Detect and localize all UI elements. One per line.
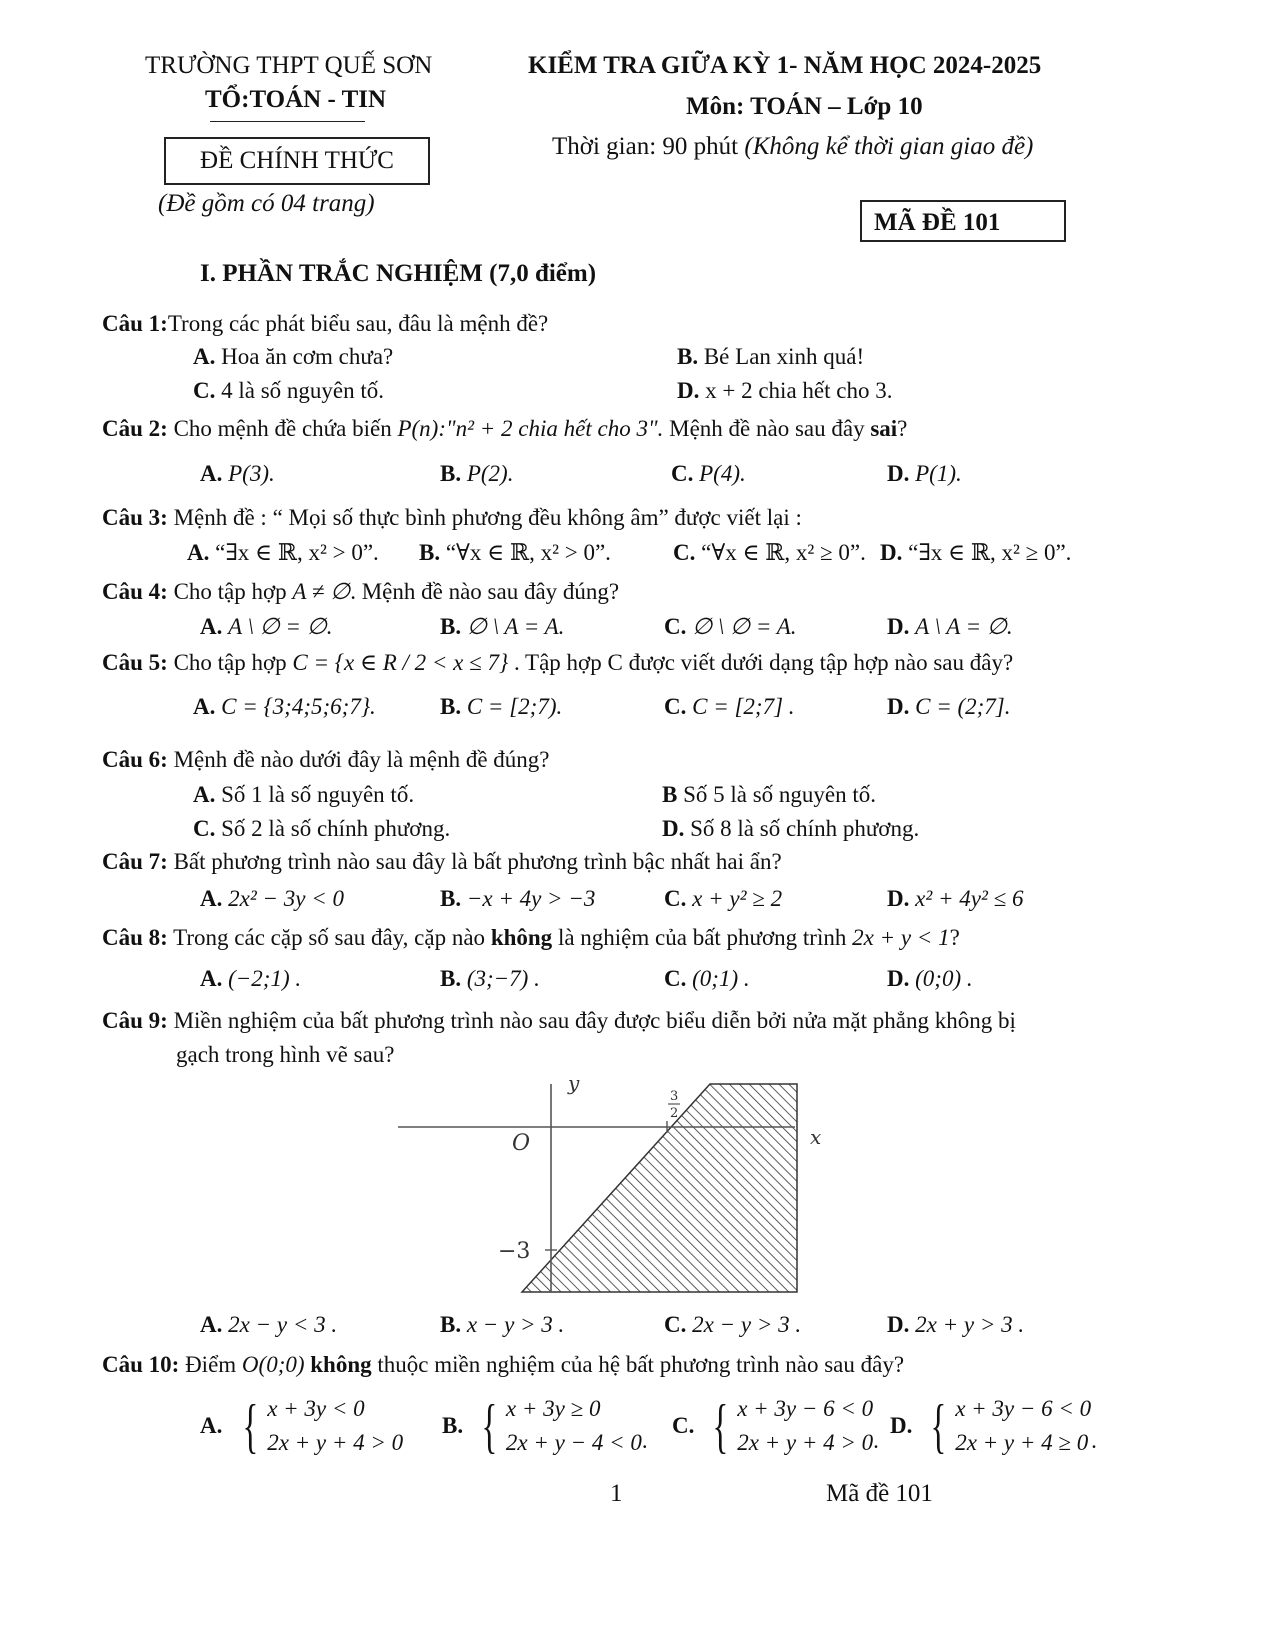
option-letter-a: A.	[187, 540, 210, 565]
q4-label: Câu 4:	[102, 579, 168, 604]
q7-a-text: 2x² − 3y < 0	[228, 886, 344, 911]
q3-b-text: “∀x ∈ ℝ, x² > 0”.	[445, 540, 611, 565]
q1-c-text: 4 là số nguyên tố.	[221, 378, 385, 403]
q8-option-d	[887, 966, 973, 992]
q3-option-d	[880, 540, 1071, 566]
question-9	[102, 1008, 1016, 1034]
q2-option-d	[887, 461, 962, 487]
q2-option-b	[440, 461, 513, 487]
page-number: 1	[610, 1480, 623, 1507]
q5-label: Câu 5:	[102, 650, 168, 675]
option-letter-c: C.	[664, 966, 687, 991]
q4-b-text: ∅ \ A = A.	[466, 614, 565, 639]
q2-a-text: P(3).	[228, 461, 275, 486]
q10-b-line2: 2x + y − 4 < 0	[505, 1430, 642, 1455]
q1-b-text: Bé Lan xinh quá!	[703, 344, 865, 369]
q9-option-a	[200, 1312, 337, 1338]
q4-option-d	[887, 614, 1013, 640]
q7-d-text: x² + 4y² ≤ 6	[915, 886, 1024, 911]
question-1	[102, 311, 548, 337]
q6-text: Mệnh đề nào dưới đây là mệnh đề đúng?	[173, 747, 550, 772]
q1-label: Câu 1:	[102, 311, 168, 336]
option-letter-a: A.	[193, 344, 216, 369]
q8-option-c	[664, 966, 750, 992]
q2-text-a: Cho mệnh đề chứa biến	[173, 416, 398, 441]
q3-d-text: “∃x ∈ ℝ, x² ≥ 0”.	[908, 540, 1072, 565]
question-7	[102, 849, 782, 875]
question-6	[102, 747, 549, 773]
q6-a-text: Số 1 là số nguyên tố.	[221, 782, 415, 807]
q8-text-c: ?	[949, 925, 960, 950]
q5-c-text: C = [2;7] .	[692, 694, 795, 719]
option-letter-c: C.	[193, 378, 216, 403]
time-note: (Không kể thời gian giao đề)	[744, 133, 1034, 160]
option-letter-d: D.	[887, 886, 910, 911]
q10-formula: O(0;0)	[241, 1352, 305, 1377]
option-letter-d: D.	[887, 966, 910, 991]
question-8	[102, 925, 960, 951]
q3-a-text: “∃x ∈ ℝ, x² > 0”.	[215, 540, 379, 565]
x-axis-label: x	[810, 1125, 822, 1149]
option-letter-d: D.	[880, 540, 903, 565]
q6-option-a	[193, 782, 414, 808]
q7-label: Câu 7:	[102, 849, 168, 874]
q9-d-text: 2x + y > 3 .	[915, 1312, 1025, 1337]
q3-option-b	[419, 540, 611, 566]
q1-text: Trong các phát biểu sau, đâu là mệnh đề?	[167, 311, 549, 336]
q8-text-b: là nghiệm của bất phương trình	[552, 925, 853, 950]
q9-text-line2: gạch trong hình vẽ sau?	[176, 1042, 395, 1067]
q5-text-b: . Tập hợp C được viết dưới dạng tập hợp nào sau đây?	[508, 650, 1014, 675]
pages-note: (Đề gồm có 04 trang)	[158, 190, 375, 217]
official-exam-label: ĐỀ CHÍNH THỨC	[200, 147, 394, 174]
q4-c-text: ∅ \ ∅ = A.	[692, 614, 797, 639]
option-letter-a: A.	[200, 614, 223, 639]
q1-a-text: Hoa ăn cơm chưa?	[221, 344, 394, 369]
q4-d-text: A \ A = ∅.	[915, 614, 1013, 639]
q5-option-a	[193, 694, 376, 720]
q1-d-text: x + 2 chia hết cho 3.	[705, 378, 893, 403]
option-letter-a: A.	[200, 966, 223, 991]
q10-c-suffix: .	[873, 1428, 879, 1453]
q2-c-text: P(4).	[699, 461, 746, 486]
q9-option-b	[440, 1312, 564, 1338]
q9-a-text: 2x − y < 3 .	[228, 1312, 338, 1337]
q7-b-text: −x + 4y > −3	[466, 886, 596, 911]
q3-text: Mệnh đề : “ Mọi số thực bình phương đều không âm” được viết lại :	[173, 505, 802, 530]
q2-label: Câu 2:	[102, 416, 168, 441]
q7-option-c	[664, 886, 782, 912]
question-3	[102, 505, 802, 531]
q3-option-a	[187, 540, 379, 566]
q6-d-text: Số 8 là số chính phương.	[690, 816, 920, 841]
q2-text-bold: sai	[870, 416, 898, 441]
option-letter-c: C.	[193, 816, 216, 841]
q2-option-c	[671, 461, 746, 487]
option-letter-b: B.	[442, 1413, 464, 1438]
q5-text-a: Cho tập hợp	[173, 650, 293, 675]
q7-c-text: x + y² ≥ 2	[692, 886, 783, 911]
q3-label: Câu 3:	[102, 505, 168, 530]
brace-icon: {	[242, 1393, 259, 1459]
option-letter-d: D.	[887, 461, 910, 486]
q8-text-bold: không	[490, 925, 553, 950]
footer-exam-code: Mã đề 101	[826, 1480, 933, 1507]
option-letter-d: D.	[890, 1413, 913, 1438]
time-line	[552, 133, 1033, 161]
q8-formula: 2x + y < 1	[852, 925, 950, 950]
option-letter-b: B	[662, 782, 678, 807]
q10-d-line2: 2x + y + 4 ≥ 0	[955, 1430, 1089, 1455]
y-axis-label: y	[568, 1072, 580, 1095]
q2-text-b: Mệnh đề nào sau đây	[663, 416, 871, 441]
exam-code-box	[860, 200, 1066, 242]
brace-icon: {	[481, 1393, 498, 1459]
q7-option-d	[887, 886, 1023, 912]
q2-d-text: P(1).	[915, 461, 962, 486]
question-10	[102, 1352, 904, 1378]
q5-formula: C = {x ∈ R / 2 < x ≤ 7}	[292, 650, 509, 675]
option-letter-c: C.	[664, 886, 687, 911]
question-4	[102, 579, 619, 605]
hatched-region	[522, 1084, 797, 1292]
exam-code-label: MÃ ĐỀ 101	[874, 209, 1001, 236]
q10-a-line1: x + 3y < 0	[267, 1396, 365, 1421]
q9-label: Câu 9:	[102, 1008, 168, 1033]
q10-c-line1: x + 3y − 6 < 0	[737, 1396, 874, 1421]
q6-option-d	[662, 816, 919, 842]
q8-option-a	[200, 966, 301, 992]
q2-formula: P(n):"n² + 2 chia hết cho 3".	[397, 416, 664, 441]
department-name	[205, 86, 386, 114]
option-letter-c: C.	[672, 1413, 695, 1438]
q1-option-a	[193, 344, 393, 370]
y-intercept-label: −3	[498, 1239, 531, 1264]
section-title: I. PHẦN TRẮC NGHIỆM (7,0 điểm)	[200, 260, 597, 287]
option-letter-c: C.	[664, 614, 687, 639]
option-letter-d: D.	[887, 614, 910, 639]
option-letter-c: C.	[664, 1312, 687, 1337]
q8-label: Câu 8:	[102, 925, 168, 950]
q3-c-text: “∀x ∈ ℝ, x² ≥ 0”.	[701, 540, 866, 565]
option-letter-a: A.	[193, 782, 216, 807]
q10-option-a	[200, 1392, 403, 1460]
q7-option-a	[200, 886, 344, 912]
department-underline	[210, 121, 365, 122]
q1-option-c	[193, 378, 384, 404]
q10-option-b	[442, 1392, 648, 1460]
option-letter-a: A.	[200, 886, 223, 911]
q10-d-suffix: .	[1091, 1428, 1097, 1453]
q6-option-b	[662, 782, 876, 808]
time-text: Thời gian: 90 phút	[552, 133, 745, 160]
q10-c-line2: 2x + y + 4 > 0	[737, 1430, 874, 1455]
q10-a-line2: 2x + y + 4 > 0	[267, 1430, 404, 1455]
option-letter-a: A.	[200, 461, 223, 486]
x-intercept-denominator: 2	[670, 1106, 679, 1121]
option-letter-b: B.	[419, 540, 441, 565]
q2-text-c: ?	[897, 416, 908, 441]
q8-a-text: (−2;1) .	[228, 966, 302, 991]
q6-label: Câu 6:	[102, 747, 168, 772]
q10-b-line1: x + 3y ≥ 0	[505, 1396, 601, 1421]
option-letter-b: B.	[440, 461, 462, 486]
q7-option-b	[440, 886, 595, 912]
q10-text-bold: không	[304, 1352, 372, 1377]
q4-a-text: A \ ∅ = ∅.	[228, 614, 333, 639]
option-letter-a: A.	[200, 1312, 223, 1337]
q1-option-b	[677, 344, 864, 370]
q9-b-text: x − y > 3 .	[466, 1312, 565, 1337]
q9-text-1: Miền nghiệm của bất phương trình nào sau đây được biểu diễn bởi nửa mặt phẳng không bị	[173, 1008, 1016, 1033]
option-letter-c: C.	[673, 540, 696, 565]
q8-d-text: (0;0) .	[915, 966, 973, 991]
brace-icon: {	[712, 1393, 729, 1459]
q6-b-text: Số 5 là số nguyên tố.	[683, 782, 877, 807]
option-letter-b: B.	[440, 966, 462, 991]
q10-d-line1: x + 3y − 6 < 0	[955, 1396, 1092, 1421]
q8-c-text: (0;1) .	[692, 966, 750, 991]
option-letter-b: B.	[440, 694, 462, 719]
x-intercept-numerator: 3	[670, 1089, 679, 1104]
option-letter-d: D.	[887, 1312, 910, 1337]
q2-option-a	[200, 461, 275, 487]
option-letter-d: D.	[677, 378, 700, 403]
q10-b-suffix: .	[641, 1428, 648, 1453]
option-letter-b: B.	[440, 1312, 462, 1337]
q2-b-text: P(2).	[466, 461, 514, 486]
option-letter-d: D.	[662, 816, 685, 841]
q5-a-text: C = {3;4;5;6;7}.	[221, 694, 376, 719]
q3-option-c	[673, 540, 866, 566]
option-letter-a: A.	[193, 694, 216, 719]
q9-c-text: 2x − y > 3 .	[692, 1312, 802, 1337]
option-letter-c: C.	[664, 694, 687, 719]
q5-b-text: C = [2;7).	[466, 694, 563, 719]
origin-label: O	[512, 1131, 531, 1156]
school-name: TRƯỜNG THPT QUẾ SƠN	[145, 52, 433, 79]
q8-b-text: (3;−7) .	[466, 966, 540, 991]
q10-option-c	[672, 1392, 879, 1460]
option-letter-c: C.	[671, 461, 694, 486]
q4-formula: A ≠ ∅	[292, 579, 351, 604]
question-2	[102, 416, 907, 442]
q4-option-c	[664, 614, 797, 640]
q6-option-c	[193, 816, 450, 842]
subject-line: Môn: TOÁN – Lớp 10	[686, 93, 923, 120]
q4-text-b: . Mệnh đề nào sau đây đúng?	[350, 579, 620, 604]
q8-option-b	[440, 966, 540, 992]
q5-option-c	[664, 694, 795, 720]
q9-option-c	[664, 1312, 801, 1338]
exam-title: KIỂM TRA GIỮA KỲ 1- NĂM HỌC 2024-2025	[528, 52, 1042, 79]
q10-option-d	[890, 1392, 1097, 1460]
half-plane-figure	[390, 1072, 860, 1304]
option-letter-b: B.	[440, 886, 462, 911]
q10-text-b: thuộc miền nghiệm của hệ bất phương trình nào sau đây?	[371, 1352, 905, 1377]
q5-option-d	[887, 694, 1011, 720]
q6-c-text: Số 2 là số chính phương.	[221, 816, 451, 841]
q7-text: Bất phương trình nào sau đây là bất phương trình bậc nhất hai ẩn?	[173, 849, 782, 874]
q10-text-a: Điểm	[185, 1352, 242, 1377]
department-label: TỔ:TOÁN - TIN	[205, 86, 387, 113]
option-letter-a: A.	[200, 1413, 223, 1438]
q4-text-a: Cho tập hợp	[173, 579, 293, 604]
q4-option-a	[200, 614, 333, 640]
option-letter-b: B.	[440, 614, 462, 639]
official-exam-box	[164, 137, 430, 185]
option-letter-b: B.	[677, 344, 699, 369]
q4-option-b	[440, 614, 564, 640]
brace-icon: {	[930, 1393, 947, 1459]
option-letter-d: D.	[887, 694, 910, 719]
q1-option-d	[677, 378, 892, 404]
q10-label: Câu 10:	[102, 1352, 180, 1377]
q5-option-b	[440, 694, 562, 720]
q9-option-d	[887, 1312, 1024, 1338]
q8-text-a: Trong các cặp số sau đây, cặp nào	[173, 925, 491, 950]
q5-d-text: C = (2;7].	[915, 694, 1011, 719]
question-5	[102, 650, 1013, 676]
